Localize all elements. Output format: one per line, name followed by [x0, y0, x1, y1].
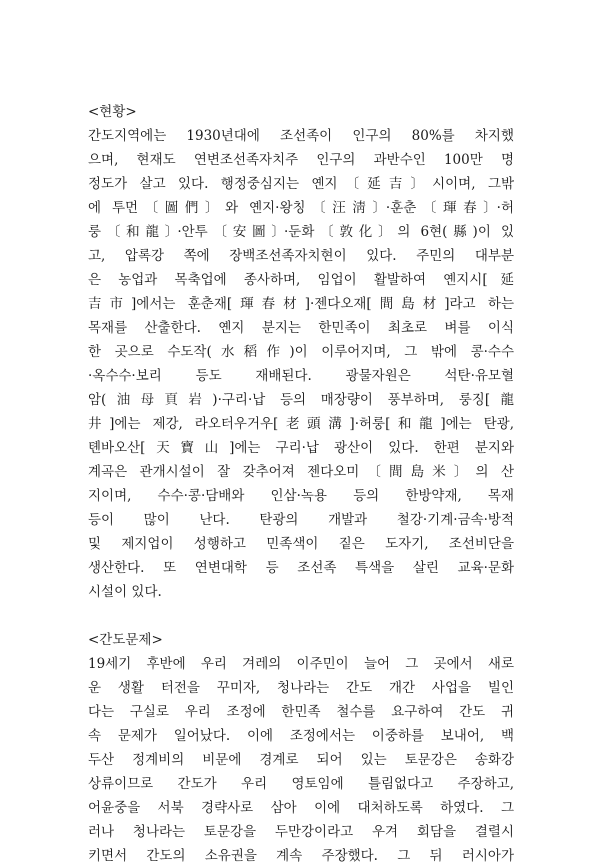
text-line: 정도가 살고 있다. 행정중심지는 옌지〔延吉〕시이며, 그밖: [88, 176, 514, 192]
text-line: 한 곳으로 수도작(水稻作)이 이루어지며, 그 밖에 콩·수수: [88, 344, 514, 360]
text-line: 어윤중을 서북 경략사로 삼아 이에 대처하도록 하였다. 그: [88, 800, 514, 816]
text-line: 속 문제가 일어났다. 이에 조정에서는 이중하를 보내어, 백: [88, 728, 514, 744]
text-line: 등이 많이 난다. 탄광의 개발과 철강·기계·금속·방적: [88, 512, 514, 528]
text-line: 목재를 산출한다. 옌지 분지는 한민족이 최초로 벼를 이식: [88, 320, 514, 336]
text-line: 러나 청나라는 토문강을 두만강이라고 우겨 회담을 결렬시: [88, 824, 514, 840]
text-line: 은 농업과 목축업에 종사하며, 임업이 활발하여 옌지시[延: [88, 272, 514, 288]
section-heading-current-status: <현황>: [88, 104, 137, 120]
text-line: 吉市]에서는 훈춘재[琿春材]·젠다오재[間島材]라고 하는: [88, 296, 514, 312]
text-line: 19세기 후반에 우리 겨레의 이주민이 늘어 그 곳에서 새로: [88, 656, 514, 672]
text-line: 지이며, 수수·콩·담배와 인삼·녹용 등의 한방약재, 목재: [88, 488, 514, 504]
section-heading-gando-issue: <간도문제>: [88, 632, 163, 648]
text-line: 으며, 현재도 연변조선족자치주 인구의 과반수인 100만 명: [88, 152, 514, 168]
text-line: 井]에는 제강, 라오터우거우[老頭溝]·허룽[和龍]에는 탄광,: [88, 416, 514, 432]
text-line: 암(油母頁岩)·구리·납 등의 매장량이 풍부하며, 룽징[龍: [88, 392, 514, 408]
text-line: 생산한다. 또 연변대학 등 조선족 특색을 살린 교육·문화: [88, 560, 514, 576]
text-line: 시설이 있다.: [88, 584, 162, 600]
section-gando-issue: [88, 628, 514, 868]
text-line: 톈바오산[天寶山]에는 구리·납 광산이 있다. 한편 분지와: [88, 440, 514, 456]
text-line: 계곡은 관개시설이 잘 갖추어져 젠다오미〔間島米〕의 산: [88, 464, 514, 480]
text-line: 운 생활 터전을 꾸미자, 청나라는 간도 개간 사업을 빌인: [88, 680, 514, 696]
text-line: 및 제지업이 성행하고 민족색이 짙은 도자기, 조선비단을: [88, 536, 514, 552]
text-line: 두산 정계비의 비문에 경계로 되어 있는 토문강은 송화강: [88, 752, 514, 768]
text-line: 에 투먼〔圖們〕와 옌지·왕칭〔汪淸〕·훈춘〔琿春〕·허: [88, 200, 514, 216]
document-page: [88, 100, 514, 868]
text-line: 키면서 간도의 소유권을 계속 주장했다. 그 뒤 러시아가: [88, 848, 514, 864]
text-line: 상류이므로 간도가 우리 영토임에 틀림없다고 주장하고,: [88, 776, 514, 792]
text-line: 간도지역에는 1930년대에 조선족이 인구의 80%를 차지했: [88, 128, 514, 144]
text-line: ·옥수수·보리 등도 재배된다. 광물자원은 석탄·유모혈: [88, 368, 514, 384]
text-line: 고, 압록강 쪽에 장백조선족자치현이 있다. 주민의 대부분: [88, 248, 514, 264]
section-current-status: [88, 100, 514, 604]
section-body-gando-issue: [88, 652, 514, 868]
section-body-current-status: [88, 124, 514, 604]
text-line: 룽〔和龍〕·안투〔安圖〕·둔화〔敦化〕의 6현(縣)이 있: [88, 224, 514, 240]
text-line: 다는 구실로 우리 조정에 한민족 철수를 요구하여 간도 귀: [88, 704, 514, 720]
section-spacer: [88, 604, 514, 628]
